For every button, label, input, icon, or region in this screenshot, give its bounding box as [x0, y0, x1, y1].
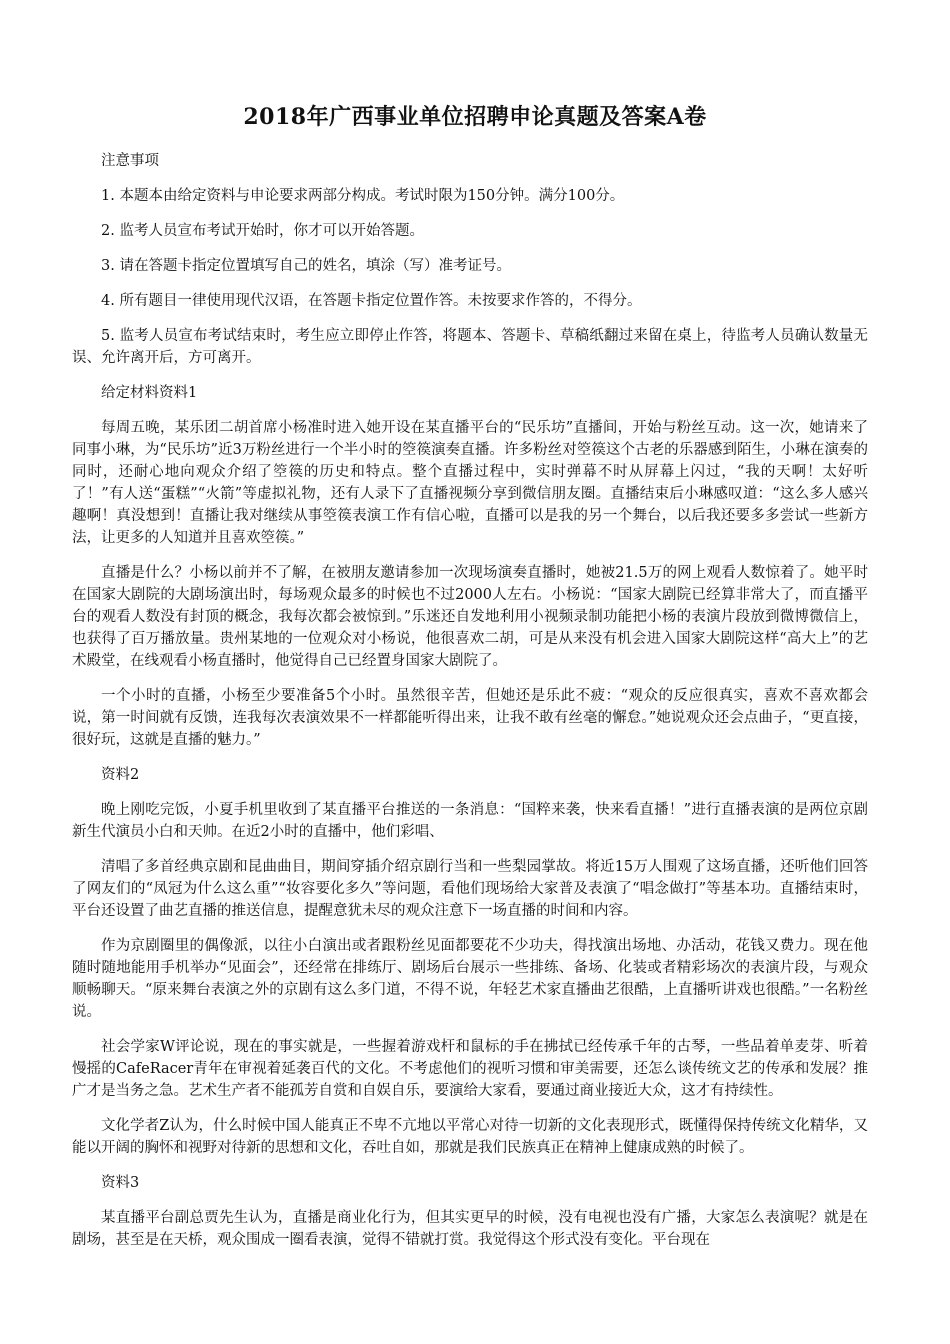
material1-paragraph: 直播是什么？小杨以前并不了解，在被朋友邀请参加一次现场演奏直播时，她被21.5万的网上观看人数惊着了。她平时在国家大剧院的大剧场演出时，每场观众最多的时候也不过2000人左右。小杨说：“国家大剧院已经算非常大了，而直播平台的观看人数没有封顶的概念，我每次都会被惊到。”乐迷还自发地利用小视频录制功能把小杨的表演片段放到微博微信上，也获得了百万播放量。贵州某地的一位观众对小杨说，他很喜欢二胡，可是从来没有机会进入国家大剧院这样“高大上”的艺术殿堂，在线观看小杨直播时，他觉得自己已经置身国家大剧院了。 [72, 565, 868, 669]
material2-paragraph: 清唱了多首经典京剧和昆曲曲目，期间穿插介绍京剧行当和一些梨园掌故。将近15万人围观了这场直播，还听他们回答了网友们的“凤冠为什么这么重”“妆容要化多久”等问题，看他们现场给大家普及表演了“唱念做打”等基本功。直播结束时，平台还设置了曲艺直播的推送信息，提醒意犹未尽的观众注意下一场直播的时间和内容。 [72, 859, 868, 919]
notes-heading: 注意事项 [101, 153, 159, 169]
material2-paragraph: 文化学者Z认为，什么时候中国人能真正不卑不亢地以平常心对待一切新的文化表现形式，既懂得保持传统文化精华，又能以开阔的胸怀和视野对待新的思想和文化，吞吐自如，那就是我们民族真正在精神上健康成熟的时候了。 [72, 1118, 868, 1156]
material3-paragraph: 某直播平台副总贾先生认为，直播是商业化行为，但其实更早的时候，没有电视也没有广播，大家怎么表演呢？就是在剧场，甚至是在天桥，观众围成一圈看表演，觉得不错就打赏。我觉得这个形式没有变化。平台现在 [72, 1210, 868, 1248]
material1-heading: 给定材料资料1 [101, 385, 198, 401]
notes-item: 3. 请在答题卡指定位置填写自己的姓名，填涂（写）准考证号。 [101, 258, 511, 274]
material2-paragraph: 晚上刚吃完饭，小夏手机里收到了某直播平台推送的一条消息：“国粹来袭，快来看直播！”进行直播表演的是两位京剧新生代演员小白和天帅。在近2小时的直播中，他们彩唱、 [72, 802, 868, 840]
document-body [72, 150, 868, 1264]
notes-item: 2. 监考人员宣布考试开始时，你才可以开始答题。 [101, 223, 424, 239]
notes-item: 4. 所有题目一律使用现代汉语，在答题卡指定位置作答。未按要求作答的，不得分。 [101, 293, 642, 309]
material2-heading: 资料2 [101, 767, 140, 783]
material1-paragraph: 每周五晚，某乐团二胡首席小杨准时进入她开设在某直播平台的“民乐坊”直播间，开始与粉丝互动。这一次，她请来了同事小琳，为“民乐坊”近3万粉丝进行一个半小时的箜篌演奏直播。许多粉丝对箜篌这个古老的乐器感到陌生，小琳在演奏的同时，还耐心地向观众介绍了箜篌的历史和特点。整个直播过程中，实时弹幕不时从屏幕上闪过，“我的天啊！太好听了！”有人送“蛋糕”“火箭”等虚拟礼物，还有人录下了直播视频分享到微信朋友圈。直播结束后小琳感叹道：“这么多人感兴趣啊！真没想到！直播让我对继续从事箜篌表演工作有信心啦，直播可以是我的另一个舞台，以后我还要多多尝试一些新方法，让更多的人知道并且喜欢箜篌。” [72, 420, 868, 546]
material2-paragraph: 作为京剧圈里的偶像派，以往小白演出或者跟粉丝见面都要花不少功夫，得找演出场地、办活动，花钱又费力。现在他随时随地能用手机举办“见面会”，还经常在排练厅、剧场后台展示一些排练、备场、化装或者精彩场次的表演片段，与观众顺畅聊天。“原来舞台表演之外的京剧有这么多门道，不得不说，年轻艺术家直播曲艺很酷，上直播听讲戏也很酷。”一名粉丝说。 [72, 938, 868, 1020]
notes-item: 5. 监考人员宣布考试结束时，考生应立即停止作答，将题本、答题卡、草稿纸翻过来留在桌上，待监考人员确认数量无误、允许离开后，方可离开。 [72, 328, 868, 366]
notes-item: 1. 本题本由给定资料与申论要求两部分构成。考试时限为150分钟。满分100分。 [101, 188, 625, 204]
document-title: 2018年广西事业单位招聘申论真题及答案A卷 [243, 104, 707, 130]
material1-paragraph: 一个小时的直播，小杨至少要准备5个小时。虽然很辛苦，但她还是乐此不疲：“观众的反应很真实，喜欢不喜欢都会说，第一时间就有反馈，连我每次表演效果不一样都能听得出来，让我不敢有丝毫的懈怠。”她说观众还会点曲子，“更直接，很好玩，这就是直播的魅力。” [72, 688, 868, 748]
material2-paragraph: 社会学家W评论说，现在的事实就是，一些握着游戏杆和鼠标的手在拂拭已经传承千年的古琴，一些品着单麦芽、听着慢摇的CafeRacer青年在审视着延袭百代的文化。不考虑他们的视听习惯和审美需要，还怎么谈传统文艺的传承和发展？推广才是当务之急。艺术生产者不能孤芳自赏和自娱自乐，要演给大家看，要通过商业接近大众，这才有持续性。 [72, 1039, 868, 1099]
material3-heading: 资料3 [101, 1175, 140, 1191]
